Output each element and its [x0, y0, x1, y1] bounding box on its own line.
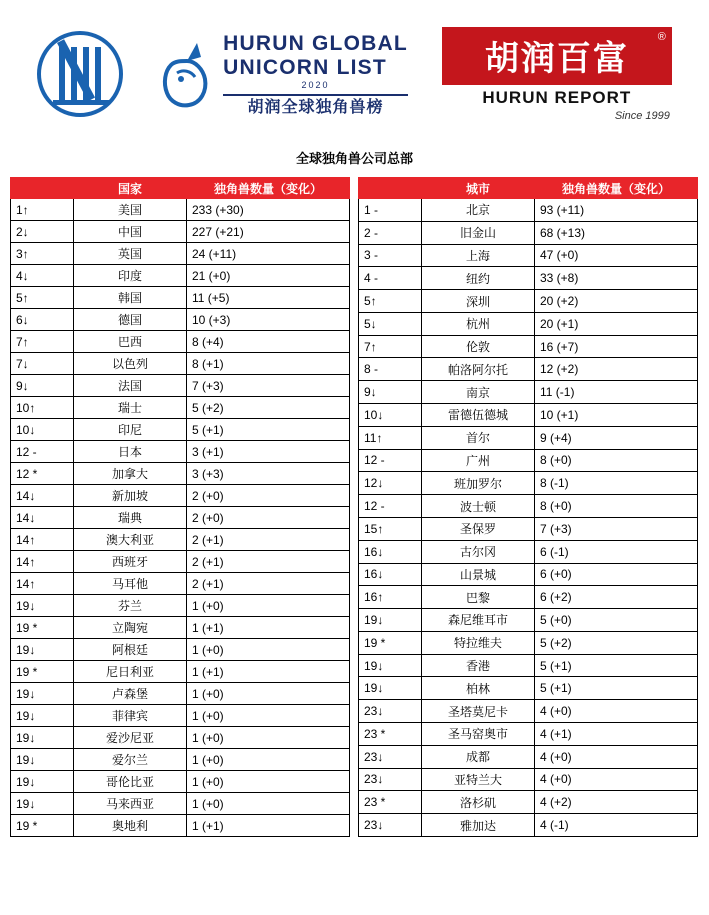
- country-cell-rank: 19↓: [11, 793, 74, 815]
- country-cell-rank: 19↓: [11, 749, 74, 771]
- country-cell-rank: 14↑: [11, 573, 74, 595]
- city-cell-rank: 12 -: [359, 495, 422, 518]
- city-cell-name: 亚特兰大: [422, 768, 535, 791]
- table-header-row: [359, 178, 698, 199]
- city-cell-name: 巴黎: [422, 586, 535, 609]
- table-row: [359, 335, 698, 358]
- city-cell-count: 33 (+8): [535, 267, 698, 290]
- city-cell-rank: 2 -: [359, 221, 422, 244]
- country-cell-name: 马耳他: [74, 573, 187, 595]
- table-row: [11, 529, 350, 551]
- country-cell-name: 哥伦比亚: [74, 771, 187, 793]
- country-cell-rank: 4↓: [11, 265, 74, 287]
- country-cell-count: 21 (+0): [187, 265, 350, 287]
- city-cell-rank: 15↑: [359, 517, 422, 540]
- country-cell-count: 1 (+0): [187, 771, 350, 793]
- country-cell-count: 1 (+0): [187, 705, 350, 727]
- city-cell-rank: 11↑: [359, 426, 422, 449]
- country-cell-rank: 1↑: [11, 199, 74, 221]
- hurun-n-monogram-icon: [37, 31, 123, 117]
- country-cell-name: 韩国: [74, 287, 187, 309]
- country-cell-count: 7 (+3): [187, 375, 350, 397]
- table-row: [11, 287, 350, 309]
- country-cell-count: 1 (+1): [187, 617, 350, 639]
- country-cell-name: 印尼: [74, 419, 187, 441]
- city-cell-rank: 8 -: [359, 358, 422, 381]
- city-cell-name: 北京: [422, 199, 535, 222]
- logo-header: [0, 0, 709, 140]
- city-cell-rank: 12 -: [359, 449, 422, 472]
- city-cell-count: 8 (+0): [535, 495, 698, 518]
- country-cell-rank: 10↑: [11, 397, 74, 419]
- table-row: [11, 793, 350, 815]
- city-cell-name: 山景城: [422, 563, 535, 586]
- table-row: [359, 563, 698, 586]
- unicorn-icon: [157, 39, 215, 109]
- country-header-rank: [11, 178, 74, 199]
- city-cell-rank: 23 *: [359, 722, 422, 745]
- city-cell-rank: 19↓: [359, 609, 422, 632]
- city-cell-count: 6 (+2): [535, 586, 698, 609]
- country-cell-count: 5 (+2): [187, 397, 350, 419]
- table-row: [11, 683, 350, 705]
- city-cell-rank: 19↓: [359, 654, 422, 677]
- city-cell-count: 4 (+2): [535, 791, 698, 814]
- city-cell-rank: 19↓: [359, 677, 422, 700]
- table-row: [359, 677, 698, 700]
- table-row: [11, 749, 350, 771]
- country-header-count: 独角兽数量（变化）: [187, 178, 350, 199]
- city-cell-count: 5 (+2): [535, 631, 698, 654]
- country-cell-name: 澳大利亚: [74, 529, 187, 551]
- city-cell-count: 20 (+2): [535, 290, 698, 313]
- country-cell-name: 英国: [74, 243, 187, 265]
- country-cell-rank: 9↓: [11, 375, 74, 397]
- city-cell-count: 8 (-1): [535, 472, 698, 495]
- country-cell-rank: 5↑: [11, 287, 74, 309]
- country-cell-name: 德国: [74, 309, 187, 331]
- table-row: [359, 700, 698, 723]
- table-row: [359, 381, 698, 404]
- city-header-count: 独角兽数量（变化）: [535, 178, 698, 199]
- table-row: [11, 705, 350, 727]
- city-cell-rank: 12↓: [359, 472, 422, 495]
- table-row: [11, 419, 350, 441]
- city-cell-name: 特拉维夫: [422, 631, 535, 654]
- country-cell-name: 法国: [74, 375, 187, 397]
- country-table-body: [11, 199, 350, 837]
- country-cell-count: 2 (+1): [187, 529, 350, 551]
- city-cell-count: 68 (+13): [535, 221, 698, 244]
- city-cell-count: 4 (+0): [535, 768, 698, 791]
- city-cell-rank: 1 -: [359, 199, 422, 222]
- country-cell-rank: 6↓: [11, 309, 74, 331]
- country-cell-count: 1 (+0): [187, 595, 350, 617]
- city-cell-rank: 5↑: [359, 290, 422, 313]
- page-title: 全球独角兽公司总部: [295, 151, 413, 166]
- country-cell-count: 3 (+3): [187, 463, 350, 485]
- country-header-name: 国家: [74, 178, 187, 199]
- city-cell-name: 柏林: [422, 677, 535, 700]
- city-cell-count: 11 (-1): [535, 381, 698, 404]
- country-cell-rank: 3↑: [11, 243, 74, 265]
- city-header-rank: [359, 178, 422, 199]
- country-cell-name: 阿根廷: [74, 639, 187, 661]
- country-cell-count: 1 (+0): [187, 639, 350, 661]
- city-cell-count: 47 (+0): [535, 244, 698, 267]
- city-cell-count: 6 (+0): [535, 563, 698, 586]
- city-cell-rank: 23↓: [359, 768, 422, 791]
- country-cell-rank: 10↓: [11, 419, 74, 441]
- country-cell-rank: 14↓: [11, 507, 74, 529]
- table-row: [359, 290, 698, 313]
- city-cell-count: 4 (+0): [535, 745, 698, 768]
- city-cell-name: 纽约: [422, 267, 535, 290]
- country-cell-rank: 19↓: [11, 595, 74, 617]
- country-cell-name: 中国: [74, 221, 187, 243]
- country-cell-count: 1 (+1): [187, 815, 350, 837]
- country-cell-count: 24 (+11): [187, 243, 350, 265]
- country-cell-count: 11 (+5): [187, 287, 350, 309]
- unicorn-logo-line2: UNICORN LIST: [223, 55, 387, 79]
- hurun-global-unicorn-list-logo: [157, 33, 408, 116]
- country-cell-name: 巴西: [74, 331, 187, 353]
- country-cell-name: 尼日利亚: [74, 661, 187, 683]
- table-row: [359, 199, 698, 222]
- table-row: [11, 309, 350, 331]
- city-cell-count: 4 (-1): [535, 814, 698, 837]
- table-row: [11, 463, 350, 485]
- city-cell-rank: 16↓: [359, 540, 422, 563]
- city-cell-count: 16 (+7): [535, 335, 698, 358]
- country-cell-count: 1 (+0): [187, 683, 350, 705]
- table-row: [11, 771, 350, 793]
- country-cell-name: 瑞典: [74, 507, 187, 529]
- country-cell-rank: 19↓: [11, 771, 74, 793]
- country-cell-count: 227 (+21): [187, 221, 350, 243]
- country-cell-count: 1 (+0): [187, 793, 350, 815]
- table-row: [359, 586, 698, 609]
- table-row: [359, 221, 698, 244]
- unicorn-logo-divider: [223, 94, 408, 96]
- table-row: [11, 265, 350, 287]
- table-row: [359, 768, 698, 791]
- country-cell-name: 日本: [74, 441, 187, 463]
- city-cell-name: 南京: [422, 381, 535, 404]
- country-cell-rank: 14↑: [11, 529, 74, 551]
- country-cell-name: 西班牙: [74, 551, 187, 573]
- country-cell-name: 加拿大: [74, 463, 187, 485]
- unicorn-logo-year: 2020: [301, 79, 330, 90]
- city-cell-count: 12 (+2): [535, 358, 698, 381]
- city-cell-count: 4 (+0): [535, 700, 698, 723]
- country-cell-name: 新加坡: [74, 485, 187, 507]
- city-cell-name: 深圳: [422, 290, 535, 313]
- table-row: [11, 441, 350, 463]
- country-cell-count: 2 (+1): [187, 551, 350, 573]
- city-cell-name: 洛杉矶: [422, 791, 535, 814]
- table-row: [359, 495, 698, 518]
- hurun-logo-chinese: 胡润百富: [484, 39, 629, 78]
- city-cell-rank: 19 *: [359, 631, 422, 654]
- city-cell-rank: 16↑: [359, 586, 422, 609]
- country-cell-rank: 19↓: [11, 683, 74, 705]
- table-row: [11, 353, 350, 375]
- city-cell-name: 古尔冈: [422, 540, 535, 563]
- table-row: [359, 609, 698, 632]
- unicorn-logo-chinese: 胡润全球独角兽榜: [247, 98, 384, 116]
- country-cell-rank: 19↓: [11, 639, 74, 661]
- table-row: [359, 472, 698, 495]
- country-cell-rank: 19↓: [11, 705, 74, 727]
- country-cell-count: 8 (+4): [187, 331, 350, 353]
- city-cell-name: 波士顿: [422, 495, 535, 518]
- country-cell-count: 1 (+0): [187, 749, 350, 771]
- table-row: [359, 267, 698, 290]
- country-cell-rank: 14↑: [11, 551, 74, 573]
- city-cell-name: 班加罗尔: [422, 472, 535, 495]
- city-cell-count: 5 (+0): [535, 609, 698, 632]
- city-ranking-table: [358, 177, 698, 837]
- city-cell-name: 森尼维耳市: [422, 609, 535, 632]
- city-cell-count: 9 (+4): [535, 426, 698, 449]
- table-row: [11, 507, 350, 529]
- table-row: [11, 221, 350, 243]
- city-cell-rank: 4 -: [359, 267, 422, 290]
- registered-mark: ®: [657, 30, 668, 43]
- city-cell-count: 5 (+1): [535, 654, 698, 677]
- country-cell-count: 8 (+1): [187, 353, 350, 375]
- city-cell-name: 圣保罗: [422, 517, 535, 540]
- table-row: [11, 617, 350, 639]
- country-cell-name: 印度: [74, 265, 187, 287]
- city-cell-count: 7 (+3): [535, 517, 698, 540]
- country-cell-count: 1 (+1): [187, 661, 350, 683]
- city-cell-name: 首尔: [422, 426, 535, 449]
- table-row: [11, 243, 350, 265]
- city-cell-name: 圣塔莫尼卡: [422, 700, 535, 723]
- city-cell-rank: 9↓: [359, 381, 422, 404]
- city-cell-rank: 3 -: [359, 244, 422, 267]
- city-cell-rank: 10↓: [359, 404, 422, 427]
- table-row: [11, 551, 350, 573]
- country-cell-name: 卢森堡: [74, 683, 187, 705]
- city-cell-name: 伦敦: [422, 335, 535, 358]
- city-cell-name: 雅加达: [422, 814, 535, 837]
- city-cell-name: 旧金山: [422, 221, 535, 244]
- city-cell-name: 雷德伍德城: [422, 404, 535, 427]
- country-cell-count: 2 (+0): [187, 507, 350, 529]
- city-cell-count: 8 (+0): [535, 449, 698, 472]
- city-cell-count: 6 (-1): [535, 540, 698, 563]
- table-row: [11, 595, 350, 617]
- table-row: [11, 485, 350, 507]
- hurun-logo-english: HURUN REPORT: [482, 87, 632, 107]
- table-row: [11, 331, 350, 353]
- country-cell-rank: 19↓: [11, 727, 74, 749]
- table-row: [11, 815, 350, 837]
- table-row: [11, 199, 350, 221]
- city-cell-count: 93 (+11): [535, 199, 698, 222]
- city-cell-count: 20 (+1): [535, 312, 698, 335]
- table-header-row: [11, 178, 350, 199]
- table-row: [359, 426, 698, 449]
- country-cell-name: 马来西亚: [74, 793, 187, 815]
- table-row: [11, 727, 350, 749]
- rankings-container: [0, 177, 709, 837]
- country-cell-rank: 12 *: [11, 463, 74, 485]
- table-row: [359, 654, 698, 677]
- country-cell-count: 2 (+1): [187, 573, 350, 595]
- country-cell-rank: 14↓: [11, 485, 74, 507]
- table-row: [359, 540, 698, 563]
- country-cell-name: 爱尔兰: [74, 749, 187, 771]
- city-cell-count: 4 (+1): [535, 722, 698, 745]
- country-cell-count: 10 (+3): [187, 309, 350, 331]
- unicorn-logo-line1: HURUN GLOBAL: [223, 31, 408, 55]
- table-row: [359, 358, 698, 381]
- city-cell-name: 广州: [422, 449, 535, 472]
- country-cell-count: 5 (+1): [187, 419, 350, 441]
- table-row: [359, 722, 698, 745]
- country-cell-name: 以色列: [74, 353, 187, 375]
- table-row: [11, 375, 350, 397]
- country-cell-name: 美国: [74, 199, 187, 221]
- city-cell-rank: 23 *: [359, 791, 422, 814]
- country-cell-count: 2 (+0): [187, 485, 350, 507]
- city-cell-rank: 23↓: [359, 814, 422, 837]
- city-cell-name: 帕洛阿尔托: [422, 358, 535, 381]
- country-cell-rank: 2↓: [11, 221, 74, 243]
- table-row: [359, 631, 698, 654]
- country-cell-rank: 7↓: [11, 353, 74, 375]
- country-ranking-table: [10, 177, 350, 837]
- country-cell-name: 菲律宾: [74, 705, 187, 727]
- hurun-logo-since: Since 1999: [614, 109, 670, 122]
- country-cell-count: 3 (+1): [187, 441, 350, 463]
- country-cell-count: 233 (+30): [187, 199, 350, 221]
- country-cell-name: 芬兰: [74, 595, 187, 617]
- country-cell-rank: 12 -: [11, 441, 74, 463]
- table-row: [11, 639, 350, 661]
- table-row: [359, 791, 698, 814]
- country-cell-rank: 19 *: [11, 661, 74, 683]
- table-row: [359, 517, 698, 540]
- city-cell-count: 10 (+1): [535, 404, 698, 427]
- country-cell-rank: 19 *: [11, 815, 74, 837]
- table-row: [359, 814, 698, 837]
- country-cell-rank: 19 *: [11, 617, 74, 639]
- country-cell-name: 立陶宛: [74, 617, 187, 639]
- city-cell-rank: 5↓: [359, 312, 422, 335]
- table-row: [359, 312, 698, 335]
- table-row: [11, 661, 350, 683]
- table-row: [359, 449, 698, 472]
- city-cell-name: 成都: [422, 745, 535, 768]
- table-row: [11, 397, 350, 419]
- city-cell-rank: 23↓: [359, 745, 422, 768]
- city-cell-rank: 16↓: [359, 563, 422, 586]
- city-cell-name: 杭州: [422, 312, 535, 335]
- city-cell-rank: 23↓: [359, 700, 422, 723]
- city-cell-name: 香港: [422, 654, 535, 677]
- table-row: [11, 573, 350, 595]
- city-header-name: 城市: [422, 178, 535, 199]
- city-cell-rank: 7↑: [359, 335, 422, 358]
- city-cell-count: 5 (+1): [535, 677, 698, 700]
- table-row: [359, 244, 698, 267]
- country-cell-name: 瑞士: [74, 397, 187, 419]
- city-table-body: [359, 199, 698, 837]
- city-cell-name: 圣马窑奥市: [422, 722, 535, 745]
- country-cell-name: 奥地利: [74, 815, 187, 837]
- hurun-report-logo: [442, 27, 672, 122]
- table-row: [359, 404, 698, 427]
- country-cell-name: 爱沙尼亚: [74, 727, 187, 749]
- country-cell-rank: 7↑: [11, 331, 74, 353]
- country-cell-count: 1 (+0): [187, 727, 350, 749]
- table-row: [359, 745, 698, 768]
- city-cell-name: 上海: [422, 244, 535, 267]
